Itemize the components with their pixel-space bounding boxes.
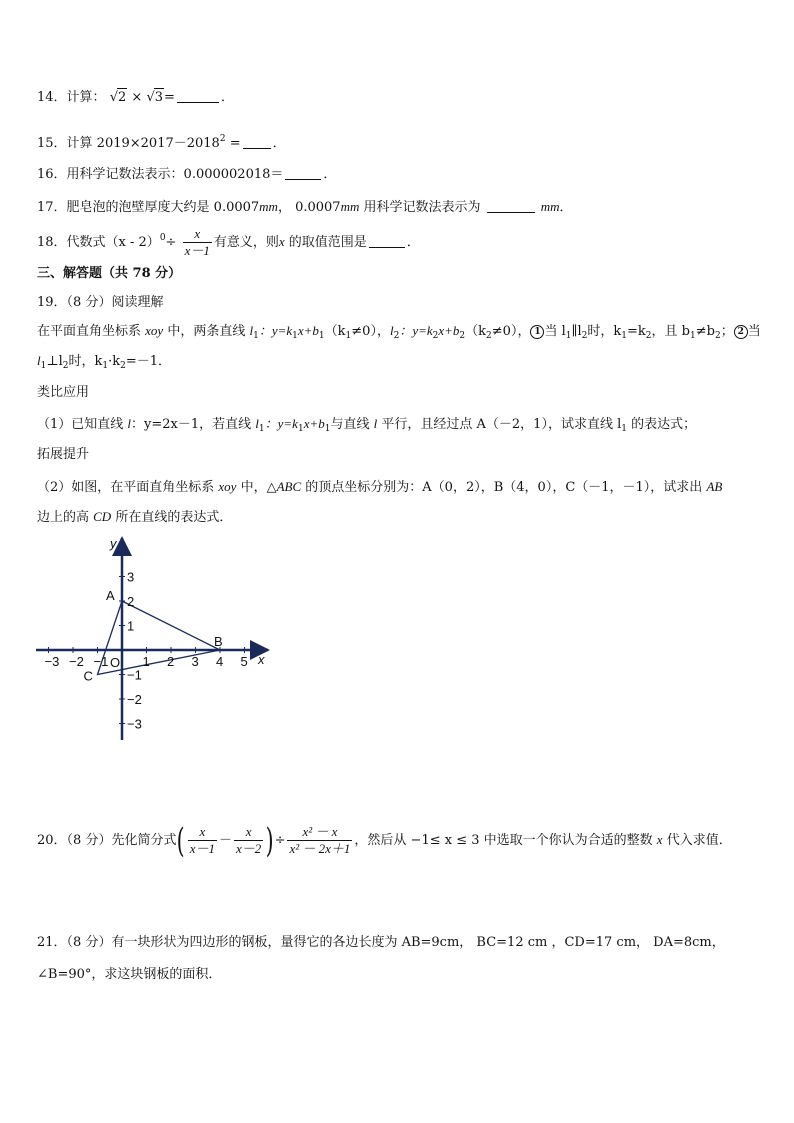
- text: （2）如图，在平面直角坐标系: [37, 480, 219, 495]
- text: ：y=k: [399, 323, 433, 338]
- sub: 1: [297, 424, 304, 434]
- sub: 2: [459, 331, 466, 341]
- text: 平行，且经过点 A（－2，1），试求直线 l: [377, 417, 622, 432]
- x-tick-label: −1: [93, 654, 109, 669]
- answer-blank[interactable]: [285, 167, 321, 180]
- text: xoy: [145, 323, 164, 338]
- q19-para-line1: [37, 322, 761, 345]
- y-tick-label: 2: [127, 594, 135, 609]
- text: ，然后从 −1≤ x ≤ 3 中选取一个你认为合适的整数: [354, 833, 657, 848]
- sub: 1: [621, 331, 628, 341]
- q19-sub2-line2: [37, 508, 232, 527]
- sub: 2: [714, 331, 721, 341]
- text: （k: [324, 324, 346, 339]
- text: 中，两条直线: [163, 324, 250, 339]
- y-tick-label: −3: [127, 716, 142, 732]
- text: ，且 b: [651, 324, 690, 339]
- frac-num: x: [188, 824, 217, 841]
- text: 时，k: [587, 324, 622, 339]
- q19-extend-heading: 拓展提升: [37, 447, 90, 462]
- sub: 1: [258, 424, 265, 434]
- sub: 2: [486, 331, 492, 341]
- circled-number-1: 1: [530, 325, 544, 339]
- answer-blank[interactable]: [177, 90, 219, 103]
- circled-number-2: 2: [734, 325, 748, 339]
- axes: [36, 538, 268, 740]
- text: ∥l: [571, 324, 582, 339]
- graph-labels: [45, 536, 266, 732]
- text: =－1．: [125, 354, 172, 369]
- q18-end: ．: [406, 235, 420, 250]
- q18-text1: 18．代数式（x - 2）: [37, 235, 160, 250]
- answer-blank[interactable]: [487, 200, 535, 213]
- frac-num: x: [234, 824, 263, 841]
- text: ≠0），: [491, 324, 531, 339]
- text: ⊥l: [46, 354, 63, 369]
- y-tick-label: −2: [127, 692, 142, 707]
- text: l: [373, 416, 378, 431]
- q18-fraction: [183, 226, 212, 259]
- y-tick-label: 3: [127, 569, 135, 585]
- sqrt-symbol-2: √: [146, 90, 155, 105]
- question-20: [37, 820, 732, 864]
- var: x: [656, 832, 663, 847]
- x-axis-label: x: [258, 652, 265, 667]
- text: l: [37, 353, 41, 368]
- q18-div: ÷: [165, 235, 177, 250]
- div: ÷: [274, 833, 286, 848]
- radicand-2: 2: [117, 90, 127, 105]
- text: 与直线: [330, 417, 374, 432]
- text: ABC: [276, 479, 302, 494]
- text: 边上的高: [37, 510, 94, 525]
- sub: 2: [393, 331, 400, 341]
- sub: 2: [432, 331, 439, 341]
- text: l: [127, 416, 132, 431]
- sub: 1: [565, 331, 572, 341]
- sub: 2: [581, 331, 588, 341]
- q18-zero: 0: [159, 233, 166, 243]
- question-16: [37, 166, 336, 184]
- sub: 2: [62, 361, 69, 371]
- q17-unit-3: mm: [540, 199, 560, 214]
- y-axis-label: y: [110, 536, 117, 551]
- q20-frac3: [287, 824, 352, 857]
- sub: 1: [292, 331, 298, 341]
- text: 所在直线的表达式．: [111, 510, 233, 525]
- text: 代入求值．: [662, 833, 732, 848]
- text: l: [389, 323, 394, 338]
- text: xoy: [218, 479, 237, 494]
- vertex-label-b: B: [214, 634, 223, 649]
- q17-text1: 17．肥皂泡的泡壁厚度大约是 0.0007: [37, 200, 260, 215]
- q15-equals: =: [225, 136, 241, 151]
- x-tick-label: 3: [191, 654, 199, 669]
- text: CD: [93, 509, 112, 524]
- frac-den: x² － 2x＋1: [289, 841, 351, 856]
- radicand-3: 3: [154, 90, 164, 105]
- q17-unit-2: mm: [340, 199, 360, 214]
- text: 的表达式；: [626, 417, 697, 432]
- text: （1）已知直线: [37, 417, 128, 432]
- text: 时，k: [68, 354, 103, 369]
- q17-text2: ， 0.0007: [277, 200, 341, 215]
- text: ；: [720, 324, 734, 339]
- q18-frac-den: x－1: [184, 243, 210, 258]
- q21-line1: 21．（8 分）有一块形状为四边形的钢板，量得它的各边长度为 AB=9cm， BC=12 cm ，CD=17 cm， DA=8cm，: [37, 935, 725, 950]
- q18-text3: 的取值范围是: [284, 235, 367, 250]
- text: 的顶点坐标分别为：A（0，2），B（4，0），C（－1，－1），试求出: [301, 480, 707, 495]
- sub: 1: [690, 331, 696, 341]
- text: l: [249, 323, 254, 338]
- answer-blank[interactable]: [369, 235, 405, 248]
- minus: －: [219, 833, 233, 848]
- text: x+b: [297, 323, 319, 338]
- sub: 2: [645, 331, 652, 341]
- x-tick-label: 2: [167, 654, 175, 669]
- text: ：y=k: [258, 323, 293, 338]
- q20-frac1: [188, 824, 217, 857]
- q15-exponent: 2: [219, 134, 226, 144]
- q16-text: 16．用科学记数法表示：0.000002018＝: [37, 167, 284, 182]
- question-18: [37, 226, 420, 259]
- q14-label: 14．计算：: [37, 90, 106, 105]
- times-symbol: ×: [131, 90, 143, 105]
- right-paren: ): [265, 820, 274, 861]
- question-15: [37, 130, 286, 153]
- vertex-label-c: C: [83, 668, 93, 684]
- q17-text3: 用科学记数法表示为: [359, 200, 485, 215]
- sub: 1: [324, 424, 331, 434]
- q21-line2: ∠B=90°，求这块钢板的面积．: [37, 967, 222, 982]
- q16-end: ．: [323, 167, 337, 182]
- text: 在平面直角坐标系: [37, 324, 146, 339]
- text: AB: [706, 479, 723, 494]
- frac-num: x² － x: [287, 824, 352, 841]
- q20-text-a: 20．（8 分）先化简分式: [37, 833, 177, 848]
- q20-frac2: [234, 824, 263, 857]
- question-14: [37, 88, 234, 107]
- q18-frac-num: x: [183, 226, 212, 243]
- q19-title: 19．（8 分）阅读理解: [37, 295, 164, 310]
- sqrt-symbol: √: [109, 90, 118, 105]
- q18-var: x: [278, 234, 285, 249]
- y-tick-label: −1: [127, 667, 142, 683]
- text: x+b: [438, 323, 460, 338]
- x-tick-label: 1: [142, 654, 150, 669]
- x-tick-label: −2: [69, 654, 84, 669]
- left-paren: (: [177, 820, 186, 861]
- sub: 1: [318, 331, 325, 341]
- x-tick-label: 5: [240, 654, 248, 669]
- origin-label: O: [110, 655, 121, 670]
- sub: 2: [120, 361, 126, 371]
- text: ≠0），: [351, 324, 390, 339]
- q17-unit: mm: [259, 199, 278, 214]
- sub: 1: [253, 331, 259, 341]
- text: x+b: [303, 416, 325, 431]
- answer-blank[interactable]: [243, 136, 271, 149]
- text: （k: [465, 324, 487, 339]
- y-tick-label: 1: [127, 618, 135, 634]
- vertex-label-a: A: [106, 588, 115, 603]
- q15-end: ．: [272, 136, 286, 151]
- q18-text2: 有意义，则: [213, 235, 279, 250]
- text: ·k: [108, 354, 121, 369]
- text: ：y=2x－1，若直线: [131, 417, 256, 432]
- text: l: [255, 416, 259, 431]
- q19-sub2-line1: [37, 478, 722, 497]
- text: 当: [747, 324, 761, 339]
- sub: 1: [621, 424, 627, 434]
- x-tick-label: 4: [216, 654, 224, 669]
- q15-text: 15．计算 2019×2017－2018: [37, 136, 220, 151]
- text: ≠b: [695, 324, 715, 339]
- text: 中，△: [236, 480, 277, 495]
- q17-end: ．: [559, 200, 573, 215]
- frac-den: x－2: [236, 841, 262, 856]
- sub: 1: [40, 361, 47, 371]
- text: =k: [627, 324, 646, 339]
- x-tick-label: −3: [44, 654, 60, 669]
- q19-analog-heading: 类比应用: [37, 385, 90, 400]
- frac-den: x－1: [189, 841, 215, 856]
- coordinate-graph: [30, 530, 280, 745]
- section-heading: 三、解答题（共 78 分）: [37, 266, 182, 281]
- equals: =: [164, 90, 175, 105]
- q19-para-line2: [37, 352, 171, 375]
- q14-end: ．: [220, 90, 234, 105]
- sub: 1: [345, 331, 352, 341]
- text: ：y=k: [264, 416, 298, 431]
- q19-sub1: [37, 415, 696, 438]
- question-17: [37, 198, 573, 217]
- text: 当 l: [544, 324, 566, 339]
- sub: 1: [102, 361, 109, 371]
